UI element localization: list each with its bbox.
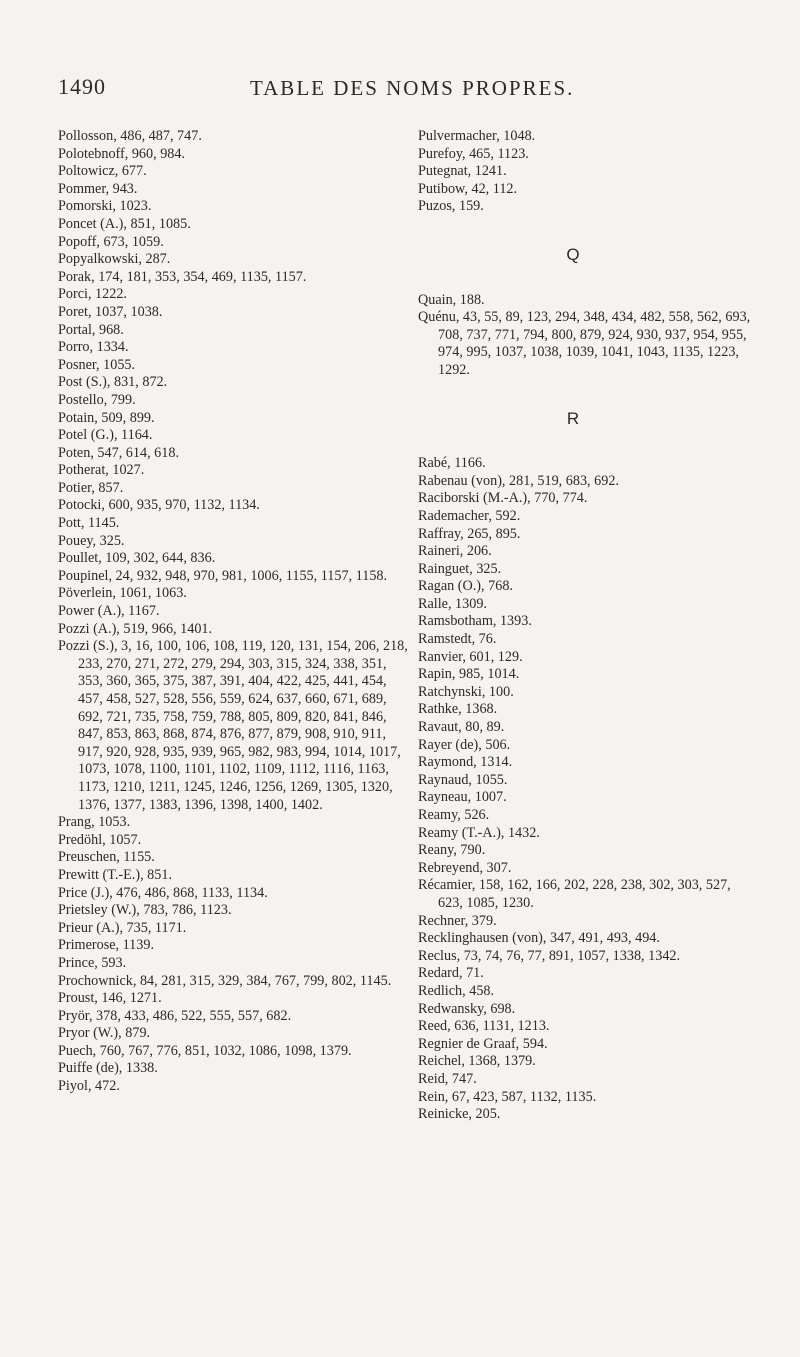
index-entry: Potherat, 1027. bbox=[58, 462, 145, 479]
index-entry: Pott, 1145. bbox=[58, 515, 120, 532]
index-entry: Raffray, 265, 895. bbox=[418, 525, 521, 542]
index-entry: Reid, 747. bbox=[418, 1070, 477, 1087]
index-entry: Pulvermacher, 1048. bbox=[418, 128, 536, 144]
index-entry: Raineri, 206. bbox=[418, 543, 492, 560]
index-entry: Reclus, 73, 74, 76, 77, 891, 1057, 1338, 1342. bbox=[418, 947, 681, 964]
index-entry: Pouey, 325. bbox=[58, 532, 125, 549]
index-entry: Puzos, 159. bbox=[418, 198, 484, 215]
index-entry: Rademacher, 592. bbox=[418, 507, 521, 524]
index-entry: Rayneau, 1007. bbox=[418, 789, 507, 806]
index-entry: Potier, 857. bbox=[58, 479, 124, 496]
index-entry: Pollosson, 486, 487, 747. bbox=[58, 128, 202, 144]
index-entry: Prochownick, 84, 281, 315, 329, 384, 767, 799, 802, 1145. bbox=[58, 972, 392, 989]
index-entry: Raymond, 1314. bbox=[418, 754, 513, 771]
index-entry: Potain, 509, 899. bbox=[58, 409, 155, 426]
index-entry: Reed, 636, 1131, 1213. bbox=[418, 1018, 550, 1035]
index-entry: Porro, 1334. bbox=[58, 339, 129, 356]
index-entry: Porak, 174, 181, 353, 354, 469, 1135, 1157. bbox=[58, 268, 307, 285]
index-entry: Raynaud, 1055. bbox=[418, 771, 508, 788]
index-entry: Reamy, 526. bbox=[418, 807, 490, 823]
index-entry: Redlich, 458. bbox=[418, 982, 495, 999]
index-list-r bbox=[418, 455, 758, 1124]
index-entry: Regnier de Graaf, 594. bbox=[418, 1035, 548, 1052]
index-entry: Rebreyend, 307. bbox=[418, 859, 512, 876]
left-column bbox=[58, 128, 408, 1096]
index-entry: Pöverlein, 1061, 1063. bbox=[58, 585, 187, 602]
index-entry: Prieur (A.), 735, 1171. bbox=[58, 919, 187, 936]
index-entry: Posner, 1055. bbox=[58, 356, 136, 373]
index-entry: Ramsbotham, 1393. bbox=[418, 613, 532, 630]
index-entry: Predöhl, 1057. bbox=[58, 831, 142, 848]
index-entry: Ralle, 1309. bbox=[418, 595, 487, 612]
index-entry: Récamier, 158, 162, 166, 202, 228, 238, 302, 303, 527, 623, 1085, 1230. bbox=[418, 877, 731, 911]
index-entry: Prietsley (W.), 783, 786, 1123. bbox=[58, 902, 232, 919]
index-list-p bbox=[418, 128, 758, 216]
index-entry: Rainguet, 325. bbox=[418, 560, 502, 577]
index-entry: Poullet, 109, 302, 644, 836. bbox=[58, 550, 216, 567]
index-entry: Ravaut, 80, 89. bbox=[418, 719, 505, 736]
index-entry: Prewitt (T.-E.), 851. bbox=[58, 866, 172, 883]
index-entry: Postello, 799. bbox=[58, 391, 136, 408]
index-entry: Putibow, 42, 112. bbox=[418, 180, 518, 197]
index-list-q bbox=[418, 292, 758, 380]
index-entry: Ranvier, 601, 129. bbox=[418, 648, 523, 665]
index-entry: Proust, 146, 1271. bbox=[58, 990, 162, 1007]
section-letter-r: R bbox=[566, 408, 580, 428]
index-entry: Ratchynski, 100. bbox=[418, 683, 514, 700]
index-entry: Purefoy, 465, 1123. bbox=[418, 145, 529, 162]
index-entry: Portal, 968. bbox=[58, 321, 124, 338]
index-entry: Popyalkowski, 287. bbox=[58, 251, 171, 268]
index-entry: Pozzi (S.), 3, 16, 100, 106, 108, 119, 120, 131, 154, 206, 218, 233, 270, 271, 272, 279, 294, 303, 315, 324, 338, 351, 353, 360, 365, 375, 387, 391, 404, 422, 425, 441, 454, 457, 458, 527, 528, 556, 559, 624, 637, 660, 671, 689, 692, 721, 735, 758, 759, 788, 805, 809, 820, 841, 846, 847, 853, 863, 868, 874, 876, 877, 879, 908, 910, 911, 917, 920, 928, 935, 939, 965, 982, 983, 994, 1014, 1017, 1073, 1078, 1100, 1101, 1102, 1109, 1112, 1116, 1163, 1173, 1210, 1211, 1245, 1246, 1256, 1269, 1305, 1320, 1376, 1377, 1383, 1396, 1398, 1400, 1402. bbox=[58, 638, 408, 813]
index-entry: Potocki, 600, 935, 970, 1132, 1134. bbox=[58, 497, 260, 514]
index-entry: Reichel, 1368, 1379. bbox=[418, 1053, 536, 1070]
index-entry: Rapin, 985, 1014. bbox=[418, 666, 520, 683]
index-entry: Poltowicz, 677. bbox=[58, 163, 147, 180]
page-header bbox=[0, 74, 800, 114]
index-entry: Porci, 1222. bbox=[58, 286, 127, 303]
index-entry: Reinicke, 205. bbox=[418, 1106, 501, 1123]
index-entry: Prang, 1053. bbox=[58, 814, 131, 831]
index-entry: Ragan (O.), 768. bbox=[418, 578, 513, 595]
index-entry: Pryör, 378, 433, 486, 522, 555, 557, 682. bbox=[58, 1007, 292, 1024]
index-entry: Pomorski, 1023. bbox=[58, 198, 152, 215]
index-entry: Reamy (T.-A.), 1432. bbox=[418, 824, 540, 841]
index-entry: Prince, 593. bbox=[58, 954, 127, 971]
index-entry: Rayer (de), 506. bbox=[418, 736, 511, 753]
index-entry: Putegnat, 1241. bbox=[418, 163, 507, 180]
index-entry: Pozzi (A.), 519, 966, 1401. bbox=[58, 620, 213, 637]
index-entry: Rabenau (von), 281, 519, 683, 692. bbox=[418, 472, 619, 489]
section-letter-q: Q bbox=[566, 244, 580, 264]
index-entry: Price (J.), 476, 486, 868, 1133, 1134. bbox=[58, 884, 268, 901]
index-entry: Ramstedt, 76. bbox=[418, 631, 497, 648]
index-entry: Pommer, 943. bbox=[58, 180, 138, 197]
index-entry: Redwansky, 698. bbox=[418, 1000, 516, 1017]
index-entry: Popoff, 673, 1059. bbox=[58, 233, 164, 250]
index-entry: Post (S.), 831, 872. bbox=[58, 374, 168, 391]
index-entry: Reany, 790. bbox=[418, 842, 486, 859]
index-entry: Rechner, 379. bbox=[418, 912, 497, 929]
page-title: TABLE DES NOMS PROPRES. bbox=[250, 76, 575, 100]
index-entry: Rathke, 1368. bbox=[418, 701, 498, 718]
index-entry: Potel (G.), 1164. bbox=[58, 427, 153, 444]
index-entry: Poret, 1037, 1038. bbox=[58, 303, 163, 320]
index-entry: Puiffe (de), 1338. bbox=[58, 1060, 158, 1077]
index-entry: Rein, 67, 423, 587, 1132, 1135. bbox=[418, 1088, 597, 1105]
index-entry: Quain, 188. bbox=[418, 291, 485, 308]
index-entry: Piyol, 472. bbox=[58, 1078, 120, 1095]
index-entry: Primerose, 1139. bbox=[58, 937, 155, 954]
right-column bbox=[418, 128, 758, 1124]
index-entry: Polotebnoff, 960, 984. bbox=[58, 145, 186, 162]
index-entry: Puech, 760, 767, 776, 851, 1032, 1086, 1098, 1379. bbox=[58, 1042, 352, 1059]
index-entry: Pryor (W.), 879. bbox=[58, 1025, 151, 1042]
index-entry: Rabé, 1166. bbox=[418, 455, 486, 472]
index-entry: Poncet (A.), 851, 1085. bbox=[58, 215, 191, 232]
index-entry: Redard, 71. bbox=[418, 965, 484, 982]
index-entry: Quénu, 43, 55, 89, 123, 294, 348, 434, 482, 558, 562, 693, 708, 737, 771, 794, 800, 879, 924, 930, 937, 954, 955, 974, 995, 1037, 1038, 1039, 1041, 1043, 1135, 1223, 1292. bbox=[418, 309, 751, 378]
index-entry: Poupinel, 24, 932, 948, 970, 981, 1006, 1155, 1157, 1158. bbox=[58, 567, 388, 584]
index-entry: Raciborski (M.-A.), 770, 774. bbox=[418, 490, 588, 507]
page-number: 1490 bbox=[58, 74, 106, 99]
index-entry: Power (A.), 1167. bbox=[58, 603, 160, 620]
index-entry: Poten, 547, 614, 618. bbox=[58, 444, 179, 461]
index-entry: Preuschen, 1155. bbox=[58, 849, 155, 866]
index-entry: Recklinghausen (von), 347, 491, 493, 494. bbox=[418, 930, 660, 947]
